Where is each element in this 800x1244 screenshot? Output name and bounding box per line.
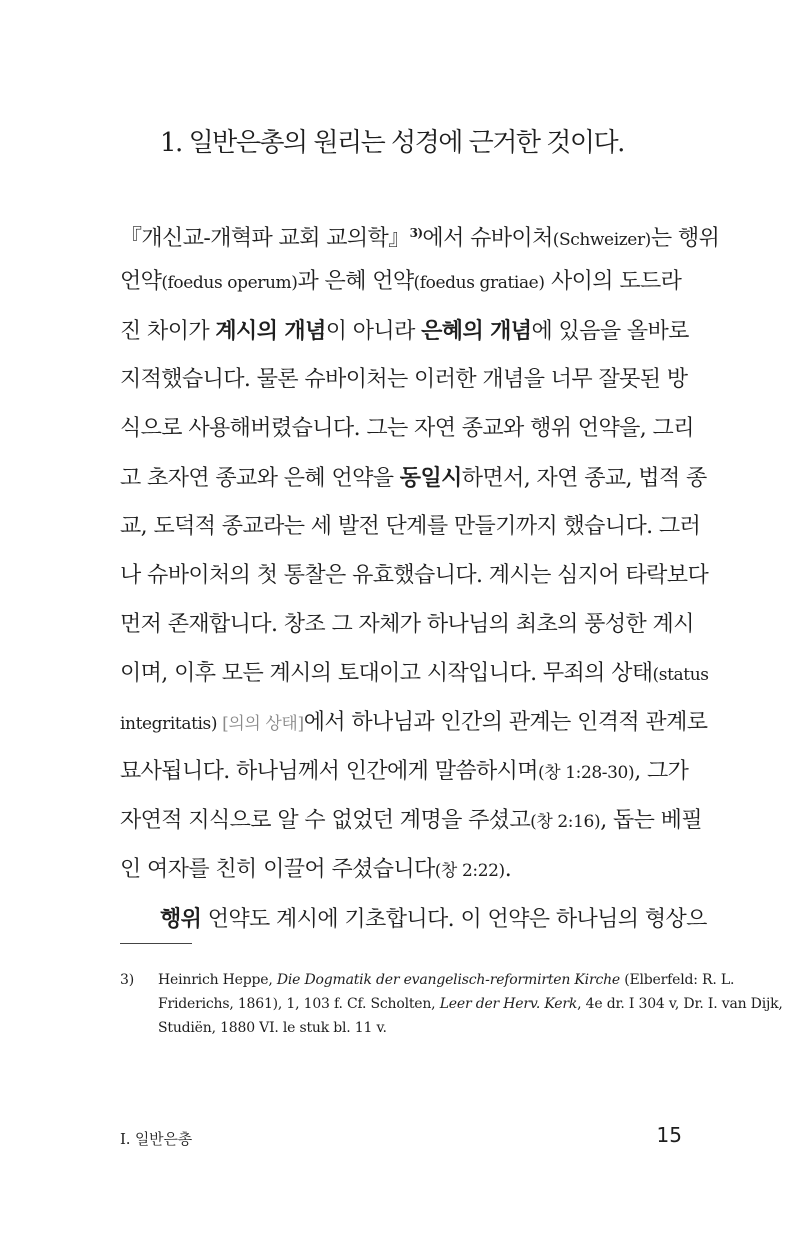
text-segment: Studiën, 1880 VI. le stuk bl. 11 v. (158, 1020, 387, 1036)
text-segment: 언약도 계시에 기초합니다. 이 언약은 하나님의 형상으 (201, 907, 707, 932)
text-segment: 『개신교-개혁파 교회 교의학』 (120, 226, 410, 251)
body-line (120, 805, 702, 837)
page-number: 15 (656, 1123, 682, 1147)
body-line (120, 462, 707, 494)
footnote-line (158, 968, 735, 992)
body-line (120, 756, 689, 788)
emphasis-text: 행위 (160, 906, 202, 932)
footnote-divider (120, 943, 192, 944)
text-segment: 지적했습니다. 물론 슈바이처는 이러한 개념을 너무 잘못된 방 (120, 367, 688, 392)
text-segment: 에서 슈바이처 (422, 226, 553, 251)
emphasis-text: 계시의 개념 (215, 318, 326, 344)
inline-annotation: (Schweizer) (552, 230, 651, 250)
body-line (120, 217, 720, 251)
text-segment: 하면서, 자연 종교, 법적 종 (461, 466, 707, 491)
footnote (120, 968, 783, 1040)
body-line (120, 609, 694, 641)
inline-annotation: (창 2:22) (434, 861, 505, 881)
text-segment: 과 은혜 언약 (297, 269, 414, 294)
body-line (120, 315, 689, 347)
body-line (120, 658, 709, 690)
body-line (120, 413, 694, 445)
text-segment: 식으로 사용해버렸습니다. 그는 자연 종교와 행위 언약을, 그리 (120, 416, 694, 441)
text-segment: 에서 하나님과 인간의 관계는 인격적 관계로 (303, 710, 708, 735)
text-segment: (Elberfeld: R. L. (619, 972, 735, 988)
footnote-line (158, 992, 783, 1016)
text-segment: 진 차이가 (120, 319, 216, 344)
text-segment: 이 아니라 (325, 319, 422, 344)
body-line (120, 707, 708, 739)
footnote-line (158, 1016, 680, 1040)
body-line (120, 364, 688, 396)
text-segment: 자연적 지식으로 알 수 없었던 계명을 주셨고 (120, 808, 531, 833)
italic-title: Leer der Herv. Kerk (439, 996, 578, 1012)
body-line (120, 854, 680, 886)
text-segment: Friderichs, 1861), 1, 103 f. Cf. Scholten, (158, 996, 440, 1012)
text-segment: 에 있음을 올바로 (531, 319, 689, 344)
inline-annotation: (창 1:28-30) (537, 763, 635, 783)
inline-annotation: (foedus gratiae) (413, 273, 545, 293)
text-segment: , 그가 (634, 759, 689, 784)
footnote-text (158, 968, 783, 1040)
footnote-number: 3) (120, 972, 134, 988)
page-heading: 1. 일반은총의 원리는 성경에 근거한 것이다. (160, 128, 624, 158)
text-segment: 언약 (120, 269, 162, 294)
text-segment: 교, 도덕적 종교라는 세 발전 단계를 만들기까지 했습니다. 그러 (120, 514, 701, 539)
inline-annotation: (foedus operum) (161, 273, 298, 293)
inline-annotation: (status (652, 665, 709, 685)
text-segment: 묘사됩니다. 하나님께서 인간에게 말씀하시며 (120, 759, 538, 784)
text-segment: . (504, 857, 512, 882)
text-segment: 먼저 존재합니다. 창조 그 자체가 하나님의 최초의 풍성한 계시 (120, 612, 694, 637)
body-line (120, 511, 701, 543)
translator-note: [의의 상태] (217, 714, 304, 734)
text-segment: , 4e dr. I 304 v, Dr. I. van Dijk, (577, 996, 783, 1012)
running-footer-section: Ⅰ. 일반은총 (120, 1130, 193, 1148)
text-segment: 고 초자연 종교와 은혜 언약을 (120, 466, 400, 491)
text-segment: 나 슈바이처의 첫 통찰은 유효했습니다. 계시는 심지어 타락보다 (120, 563, 709, 588)
inline-annotation: integritatis) (120, 714, 218, 734)
text-segment: , 돕는 베필 (600, 808, 702, 833)
text-segment: 는 행위 (650, 226, 720, 251)
text-segment: 이며, 이후 모든 계시의 토대이고 시작입니다. 무죄의 상태 (120, 661, 653, 686)
emphasis-text: 은혜의 개념 (421, 318, 532, 344)
footnote-reference: 3) (409, 226, 423, 240)
italic-title: Die Dogmatik der evangelisch-reformirten Kirche (276, 972, 620, 988)
body-line (120, 266, 680, 298)
emphasis-text: 동일시 (399, 465, 462, 491)
text-segment: 사이의 도드라 (544, 269, 682, 294)
text-segment: 인 여자를 친히 이끌어 주셨습니다 (120, 857, 435, 882)
body-line (120, 560, 709, 592)
inline-annotation: (창 2:16) (530, 812, 601, 832)
body-line (120, 903, 707, 935)
text-segment: Heinrich Heppe, (158, 972, 277, 988)
